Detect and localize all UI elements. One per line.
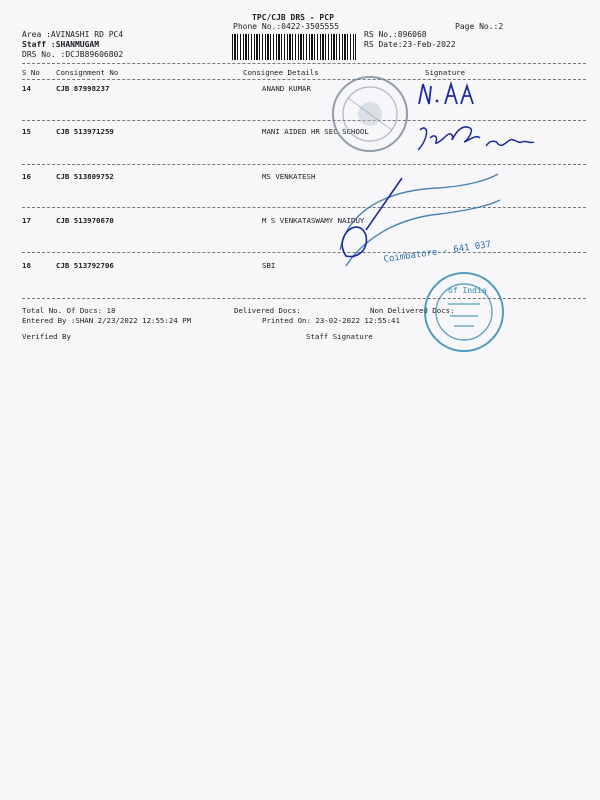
round-stamp-icon — [328, 72, 412, 156]
company-stamp-icon — [328, 170, 508, 274]
row-divider — [22, 164, 586, 165]
row-consignment: CJB 87998237 — [56, 84, 110, 93]
col-sno: S No — [22, 68, 40, 77]
staff-signature: Staff Signature — [306, 332, 373, 341]
header-divider — [22, 63, 586, 64]
signature-row15-icon — [414, 118, 540, 160]
document-title: TPC/CJB DRS - PCP — [252, 13, 334, 22]
row-consignee: MANI AIDED HR SEC SCHOOL — [262, 127, 369, 136]
row-consignee: MS VENKATESH — [262, 172, 316, 181]
row-sno: 18 — [22, 261, 31, 270]
column-divider — [22, 79, 586, 80]
row-sno: 17 — [22, 216, 31, 225]
col-consignment: Consignment No — [56, 68, 119, 77]
signature-row14-icon — [415, 80, 485, 110]
row-consignee: ANAND KUMAR — [262, 84, 311, 93]
row-consignment: CJB 513970670 — [56, 216, 114, 225]
total-docs: Total No. Of Docs: 18 — [22, 306, 116, 315]
rs-date: RS Date:23-Feb-2022 — [364, 40, 456, 49]
staff-label: Staff :SHANMUGAM — [22, 40, 100, 49]
row-sno: 15 — [22, 127, 31, 136]
entered-by: Entered By :SHAN 2/23/2022 12:55:24 PM — [22, 316, 192, 325]
row-consignee: SBI — [262, 261, 276, 270]
row-consignment: CJB 513971259 — [56, 127, 114, 136]
phone-number: Phone No.:0422-3505555 — [233, 22, 339, 31]
row-consignee: M S VENKATASWAMY NAIDUY — [262, 216, 365, 225]
row-consignment: CJB 513792706 — [56, 261, 114, 270]
barcode — [232, 34, 356, 60]
printed-on: Printed On: 23-02-2022 12:55:41 — [262, 316, 400, 325]
row-consignment: CJB 513809752 — [56, 172, 114, 181]
rs-number: RS No.:896068 — [364, 30, 427, 39]
area-label: Area :AVINASHI RD PC4 — [22, 30, 124, 39]
delivered-docs: Delivered Docs: — [234, 306, 301, 315]
page-number: Page No.:2 — [455, 22, 504, 31]
india-stamp-text: of India — [448, 286, 487, 295]
drs-number: DRS No. :DCJB89606802 — [22, 50, 124, 59]
col-consignee: Consignee Details — [243, 68, 319, 77]
col-signature: Signature — [425, 68, 466, 77]
india-stamp-icon — [420, 268, 508, 356]
verified-by: Verified By — [22, 332, 71, 341]
non-delivered-docs: Non Delivered Docs: — [370, 306, 455, 315]
row-sno: 14 — [22, 84, 31, 93]
row-sno: 16 — [22, 172, 31, 181]
company-stamp-text: Coimbatore - 641 037 — [383, 239, 492, 265]
